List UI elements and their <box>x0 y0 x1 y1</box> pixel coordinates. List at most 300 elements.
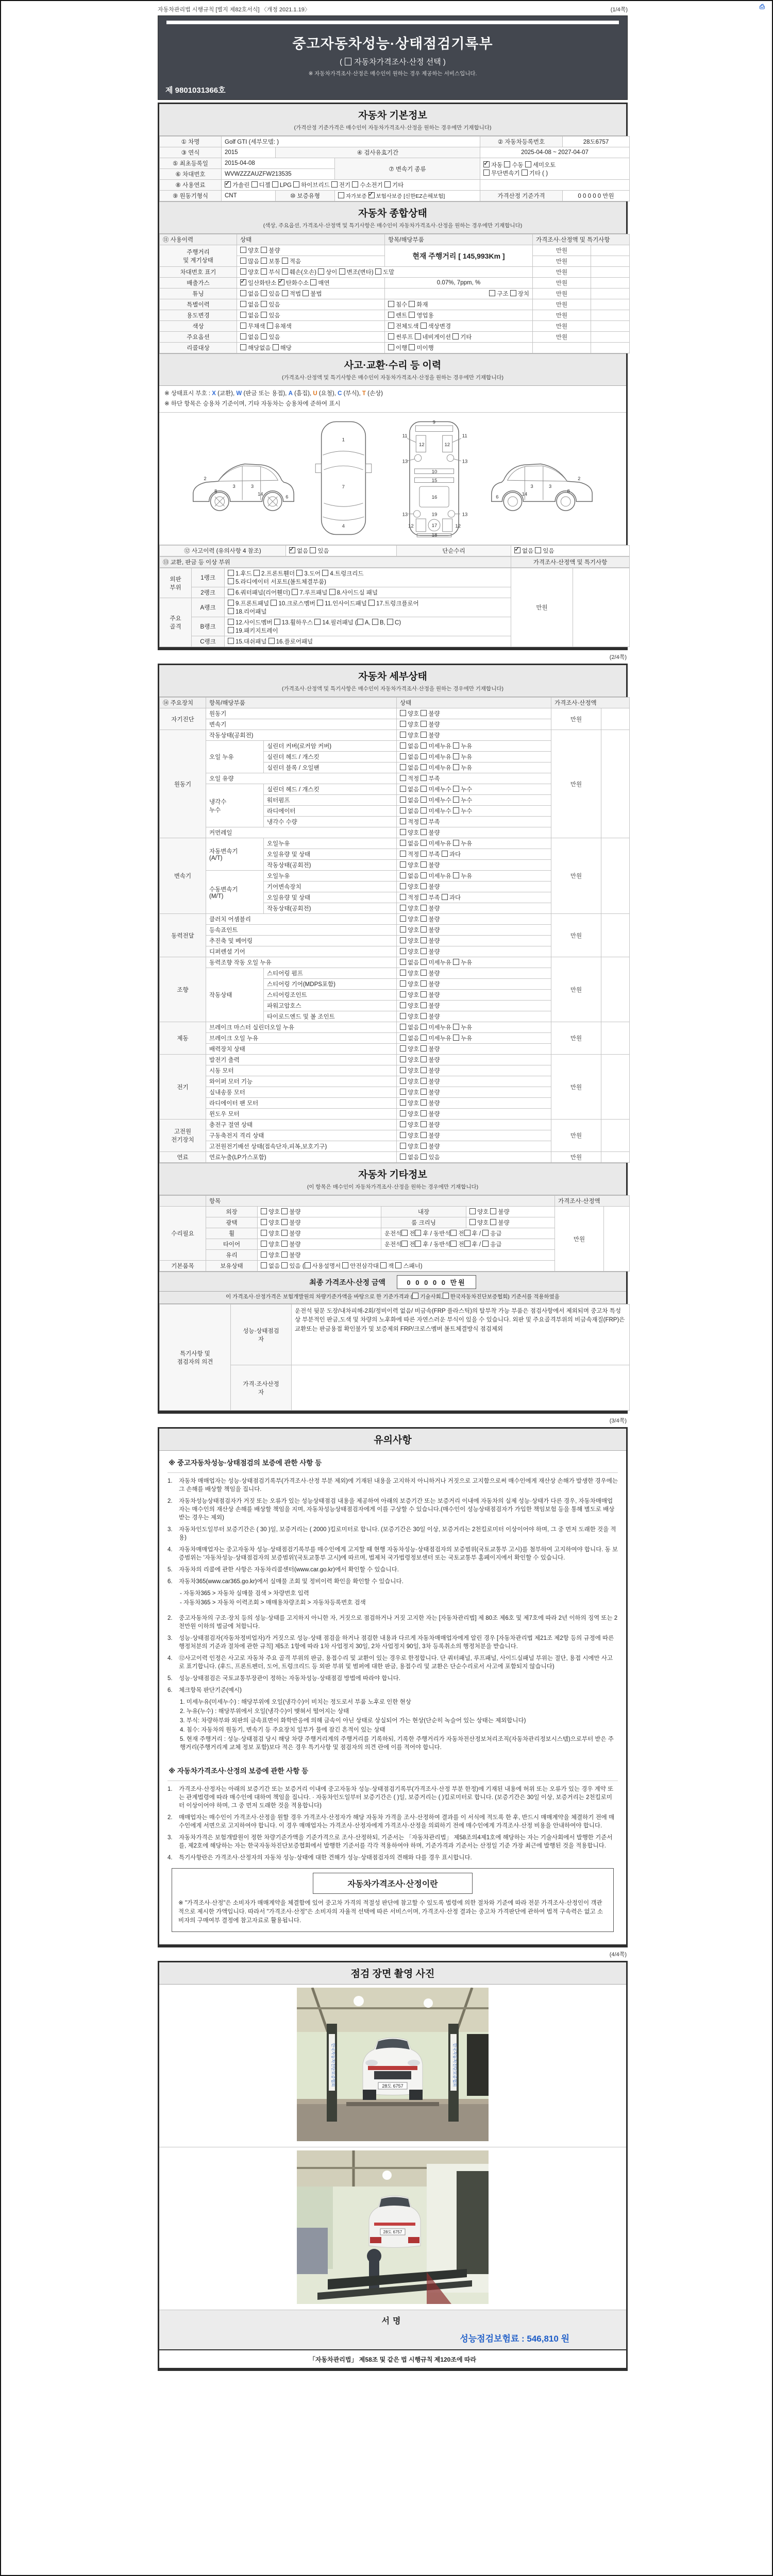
notice-subheader-2: ※ 자동차가격조사·산정의 보증에 관한 사항 등 <box>167 1760 618 1781</box>
checkbox-icon <box>421 1089 427 1095</box>
checkbox-icon <box>400 894 406 900</box>
block-page4 <box>158 1961 628 2371</box>
checkbox-icon <box>442 894 448 900</box>
table-cell: 양호 불량 <box>397 730 551 741</box>
checkbox-icon <box>421 1035 427 1041</box>
table-cell <box>601 1152 630 1163</box>
checkbox-icon <box>400 1143 406 1149</box>
checkbox-icon <box>464 1241 470 1247</box>
table-cell: 윈도우 모터 <box>206 1109 397 1120</box>
checkbox-icon <box>400 1067 406 1073</box>
table-row <box>160 730 630 741</box>
checkbox-icon <box>240 290 246 296</box>
checkbox-icon <box>421 1056 427 1062</box>
table-cell: 없음 미세누유 누유 <box>397 762 551 773</box>
notice-item-text: 매매업자는 매수인이 가격조사·산정을 원할 경우 가격조사·산정자가 해당 자동차 가격을 조사·산정하여 결과를 이 서식에 적도록 한 후, 반드시 매매계약을 체결하기 전에 매수인에게 서면으로 고지하여야 합니다. 이 경우 매매업자는 가격조사·산정자에게 가격조사·산정을 의뢰하기 전에 매수인에게 가격조사·산정 비용을 안내하여야 합니다. <box>179 1815 615 1829</box>
checkbox-icon <box>453 1035 459 1041</box>
table-cell: 실린더 블록 / 오일팬 <box>264 762 397 773</box>
checkbox-icon <box>535 547 541 553</box>
svg-text:한국자동차진단보증협회: 한국자동차진단보증협회 <box>452 2043 457 2087</box>
checkbox-icon <box>421 905 427 911</box>
checkbox-icon <box>400 721 406 727</box>
notice-item-number: 4. <box>167 1655 173 1662</box>
table-cell: 적정 부족 과다 <box>397 892 551 903</box>
checkbox-icon <box>310 279 316 285</box>
table-cell: 가격산정 기준가격 <box>480 191 563 201</box>
inspection-photo-front-cell <box>159 1985 626 2147</box>
legend-notes <box>159 386 626 413</box>
price-definition-text: ※ "가격조사·산정"은 소비자가 매매계약을 체결함에 있어 중고차 가격의 적절성 판단에 참고할 수 있도록 법령에 의한 절차와 기준에 따라 전문 가격조사·산정인이 객관적으로 제시한 가액입니다. 따라서 "가격조사·산정"은 소비자의 자율적 선택에 따른 서비스이며, 가격조사·산정 결과는 중고차 가격판단에 관하여 법적 구속력은 없고 소비자의 구매여부 결정에 참고자료로 활용됩니다. <box>178 1900 603 1924</box>
notice-item-number: 2. <box>167 1498 173 1505</box>
panel-number: 6 <box>496 494 499 500</box>
checkbox-icon <box>345 58 351 65</box>
checkbox-icon <box>421 818 427 824</box>
checkbox-icon <box>228 589 234 595</box>
checkbox-icon <box>400 807 406 814</box>
table-cell: 만원 <box>551 957 601 1022</box>
notice-item-number: 2. <box>167 1615 173 1622</box>
table-row <box>160 191 630 201</box>
table-cell: 오일누유 <box>264 838 397 849</box>
checkbox-icon <box>400 1013 406 1019</box>
table-cell: 양호 불량 <box>258 1228 381 1239</box>
checkbox-icon <box>228 627 234 633</box>
table-cell: 자동변속기 (A/T) <box>206 838 264 871</box>
table-cell: 작동상태(공회전) <box>206 730 397 741</box>
table-cell: 무채색 유채색 <box>237 321 385 332</box>
form-reference: 자동차관리법 시행규칙 [별지 제82호서식] 〈개정 2021.1.19〉 <box>158 7 310 13</box>
checkbox-icon <box>490 1208 496 1214</box>
table-cell: 차대번호 표기 <box>160 267 237 278</box>
table-cell: 침수 화재 <box>385 299 533 310</box>
state-symbol: A <box>288 391 293 397</box>
table-cell: 만원 <box>551 1152 601 1163</box>
notice-item-text: 성능·상태점검은 국토교통부장관이 정하는 자동차성능·상태점검 방법에 따라야 합니다. <box>179 1675 400 1682</box>
panel-number: 11 <box>402 433 408 439</box>
checkbox-icon <box>318 268 324 275</box>
checkbox-icon <box>504 161 510 167</box>
table-cell: 양호 불량 <box>397 719 551 730</box>
table-cell: 만원 <box>533 267 591 278</box>
table-cell: ⑨ 원동기형식 <box>160 191 222 201</box>
table-cell: 특별이력 <box>160 299 237 310</box>
panel-number: 12 <box>408 523 414 530</box>
table-cell: 실린더 커버(로커암 커버) <box>264 741 397 752</box>
state-symbol-desc: (흠집), <box>292 391 313 397</box>
table-cell: 시동 모터 <box>206 1065 397 1076</box>
notice-item <box>167 1526 618 1542</box>
checkbox-icon <box>450 1230 457 1236</box>
print-icon[interactable]: ⎙ <box>759 3 765 10</box>
checkbox-icon <box>251 181 258 188</box>
checkbox-icon <box>240 258 246 264</box>
section-etc-header <box>159 1163 626 1195</box>
table-cell: 오일누유 <box>264 871 397 882</box>
notice-subitem: 1. 미세누유(미세누수) : 해당부위에 오일(냉각수)이 비치는 정도로서 부품 노후로 인한 현상 <box>180 1699 411 1706</box>
table-cell: 만원 <box>551 730 601 838</box>
checkbox-icon <box>368 600 375 606</box>
table-cell: 없음 미세누유 누유 <box>397 838 551 849</box>
checkbox-icon <box>388 312 394 318</box>
checkbox-icon <box>469 1219 476 1225</box>
table-cell: 고전원전기배선 상태(접속단자,피복,보호기구) <box>206 1141 397 1152</box>
checkbox-icon <box>388 323 394 329</box>
table-cell: 항목 <box>206 1196 555 1207</box>
panel-number: 19 <box>431 512 438 518</box>
table-cell: 양호 불량 <box>397 903 551 914</box>
table-cell: 만원 <box>533 321 591 332</box>
checkbox-icon <box>421 829 427 835</box>
checkbox-icon <box>421 710 427 716</box>
table-cell: 만원 <box>533 332 591 343</box>
checkbox-icon <box>400 796 406 803</box>
checkbox-icon <box>421 721 427 727</box>
checkbox-icon <box>322 570 328 576</box>
checkbox-icon <box>482 1241 489 1247</box>
checkbox-icon <box>421 1121 427 1127</box>
table-cell: 만원 <box>551 838 601 914</box>
checkbox-icon <box>400 1121 406 1127</box>
table-cell: ⑦ 변속기 종류 <box>335 158 480 180</box>
section-detail-header <box>159 665 626 697</box>
table-cell: 만원 <box>533 289 591 299</box>
table-cell: 양호 불량 <box>397 1076 551 1087</box>
notice-body <box>159 1451 626 1944</box>
table-cell: 양호 부식 훼손(오손) 상이 변조(변타) 도말 <box>237 267 533 278</box>
table-cell: 없음 있음 <box>237 332 385 343</box>
table-cell <box>591 321 630 332</box>
table-cell: 양호 불량 <box>397 827 551 838</box>
table-cell: 냉각수 누수 <box>206 784 264 827</box>
car-side-left-diagram <box>184 420 295 536</box>
checkbox-icon <box>421 872 427 878</box>
table-cell: 만원 <box>533 299 591 310</box>
notice-item <box>167 1654 618 1671</box>
checkbox-icon <box>412 1293 418 1299</box>
checkbox-icon <box>421 1002 427 1008</box>
checkbox-icon <box>421 1143 427 1149</box>
panel-number: 7 <box>342 484 345 490</box>
table-cell: 오일 누유 <box>206 741 264 773</box>
table-cell: 양호 불량 <box>397 1098 551 1109</box>
checkbox-checked-icon <box>368 192 375 198</box>
table-row <box>160 1055 630 1065</box>
table-cell: 브레이크 마스터 실린더오일 누유 <box>206 1022 397 1033</box>
state-symbol-desc: (판금 또는 용접), <box>242 391 289 397</box>
section-title: 자동차 종합상태 <box>358 208 427 219</box>
checkbox-icon <box>421 742 427 749</box>
table-cell <box>604 1207 630 1272</box>
checkbox-icon <box>421 861 427 868</box>
legal-footnote: 「자동차관리법」 제58조 및 같은 법 시행규칙 제120조에 따라 <box>159 2349 626 2368</box>
table-cell: 현재 주행거리 [ 145,993Km ] <box>385 245 533 267</box>
checkbox-icon <box>421 840 427 846</box>
checkbox-icon <box>400 1154 406 1160</box>
table-row <box>160 180 630 191</box>
panel-number: 14 <box>258 491 263 497</box>
checkbox-icon <box>240 268 246 275</box>
notice-subitem: - 자동차365 > 자동차 이력조회 > 매매용차량조회 > 자동차등록번호 검색 <box>180 1600 366 1606</box>
license-plate: 28도 6757 <box>382 2083 404 2089</box>
notice-list-2 <box>167 1614 618 1752</box>
section-subtitle: (가격산정 기준가격은 매수인이 자동차가격조사·산정을 원하는 경우에만 기재합니다) <box>294 125 492 131</box>
table-cell: 기어변속장치 <box>264 882 397 892</box>
table-cell: 유리 <box>206 1250 258 1261</box>
checkbox-icon <box>261 268 267 275</box>
checkbox-icon <box>400 732 406 738</box>
checkbox-icon <box>400 861 406 868</box>
table-cell: ✓ 일산화탄소 ✓탄화수소 매연 <box>237 278 385 289</box>
checkbox-checked-icon <box>483 161 490 167</box>
table-cell: 만원 <box>533 278 591 289</box>
checkbox-checked-icon <box>240 279 246 285</box>
panel-number: 13 <box>402 459 408 465</box>
checkbox-icon <box>339 268 345 275</box>
table-cell: 양호 불량 <box>258 1207 381 1217</box>
table-cell: 9.프론트패널 10.크로스멤버 11.인사이드패널 17.트렁크플로어 18.리어패널 <box>225 598 511 617</box>
table-cell: 자기진단 <box>160 708 206 730</box>
checkbox-icon <box>421 894 427 900</box>
notice-item <box>167 1814 618 1830</box>
table-cell: 없음 미세누유 누유 <box>397 957 551 968</box>
state-symbol-desc: (교환), <box>215 391 237 397</box>
table-cell: ⑪ 사용이력 <box>160 234 237 245</box>
state-symbol-desc: (요철), <box>317 391 338 397</box>
checkbox-icon <box>464 1230 470 1236</box>
table-row <box>160 267 630 278</box>
checkbox-icon <box>282 290 288 296</box>
notice-item <box>167 1674 618 1683</box>
table-row <box>160 546 630 556</box>
checkbox-icon <box>421 948 427 954</box>
notice-subitem: 4. 침수: 자동차의 원동기, 변속기 등 주요장치 일부가 물에 잠긴 흔적이 있는 상태 <box>180 1727 385 1734</box>
checkbox-icon <box>261 1230 267 1236</box>
table-cell: 브레이크 오일 누유 <box>206 1033 397 1044</box>
checkbox-icon <box>421 323 427 329</box>
checkbox-icon <box>314 619 321 625</box>
accident-history-table <box>159 545 630 556</box>
checkbox-icon <box>409 301 415 307</box>
checkbox-icon <box>400 840 406 846</box>
checkbox-icon <box>400 775 406 781</box>
checkbox-icon <box>281 1262 288 1268</box>
table-cell: 양호 불량 <box>397 1130 551 1141</box>
checkbox-icon <box>352 181 358 188</box>
table-cell: 만원 <box>551 914 601 957</box>
table-cell <box>601 1055 630 1120</box>
legend-note2: ※ 하단 항목은 승용차 기준이며, 기타 자동차는 승용차에 준하여 표시 <box>164 400 341 407</box>
table-cell: 동력전달 <box>160 914 206 957</box>
table-row <box>160 1196 630 1207</box>
checkbox-icon <box>400 1035 406 1041</box>
section-subtitle: (이 항목은 매수인이 자동차가격조사·산정을 원하는 경우에만 기재합니다) <box>307 1184 479 1191</box>
checkbox-icon <box>401 1241 408 1247</box>
panel-number: 16 <box>431 495 438 501</box>
notice-item <box>167 1634 618 1651</box>
checkbox-icon <box>450 1241 457 1247</box>
checkbox-icon <box>510 290 516 296</box>
table-cell: 연료 <box>160 1152 206 1163</box>
checkbox-icon <box>274 619 280 625</box>
checkbox-icon <box>282 258 288 264</box>
table-cell: 파워고압호스 <box>264 1001 397 1011</box>
checkbox-icon <box>421 807 427 814</box>
section-title: 자동차 세부상태 <box>358 671 427 683</box>
checkbox-icon <box>395 1262 401 1268</box>
checkbox-icon <box>453 742 459 749</box>
checkbox-icon <box>261 301 267 307</box>
checkbox-icon <box>421 937 427 943</box>
table-cell: 동력조향 작동 오일 누유 <box>206 957 397 968</box>
panel-number: 13 <box>402 512 408 518</box>
checkbox-icon <box>261 1208 267 1214</box>
table-cell: ① 차명 <box>160 137 222 147</box>
table-cell: 양호 불량 <box>397 979 551 990</box>
table-cell: 적정 부족 <box>397 773 551 784</box>
state-symbol: C <box>338 391 342 397</box>
table-cell: 구조 장치 <box>385 289 533 299</box>
table-row <box>160 698 630 708</box>
checkbox-icon <box>421 796 427 803</box>
table-cell: 전기 <box>160 1055 206 1120</box>
table-cell: 항목/해당부품 <box>206 698 397 708</box>
table-cell: 실내송풍 모터 <box>206 1087 397 1098</box>
table-cell <box>591 343 630 353</box>
table-cell: 외장 <box>206 1207 258 1217</box>
panel-number: 14 <box>522 491 528 497</box>
checkbox-icon <box>296 570 303 576</box>
checkbox-icon <box>254 570 260 576</box>
checkbox-icon <box>400 959 406 965</box>
document-meta <box>158 1 628 15</box>
table-row <box>160 299 630 310</box>
table-cell: 오일유량 및 상태 <box>264 849 397 860</box>
table-cell: 고전원 전기장치 <box>160 1120 206 1152</box>
block-page3 <box>158 1427 628 1947</box>
table-cell: 만원 <box>511 568 573 647</box>
table-cell: 6.쿼터패널(리어휀더) 7.루프패널 8.사이드실 패널 <box>225 587 511 598</box>
checkbox-checked-icon <box>225 181 231 188</box>
notice-item <box>167 1614 618 1631</box>
checkbox-icon <box>400 710 406 716</box>
checkbox-icon <box>357 619 363 625</box>
checkbox-icon <box>271 600 277 606</box>
table-cell: 만원 <box>551 1120 601 1152</box>
checkbox-icon <box>317 600 323 606</box>
table-cell: 성능·상태점검 자 <box>231 1304 292 1365</box>
table-cell: 리콜대상 <box>160 343 237 353</box>
checkbox-icon <box>310 547 316 553</box>
checkbox-icon <box>261 1251 267 1258</box>
final-price-label: 최종 가격조사·산정 금액 <box>309 1278 385 1287</box>
subtitle-text: 자동차가격조사·산정 선택 ) <box>354 58 446 66</box>
section-title: 자동차 기타정보 <box>358 1170 427 1181</box>
table-cell: ④ 검사유효기간 <box>276 147 480 158</box>
checkbox-icon <box>240 247 246 253</box>
table-cell: 없음 미세누유 누유 <box>397 741 551 752</box>
checkbox-icon <box>421 764 427 770</box>
checkbox-icon <box>292 589 298 595</box>
section-accident-header <box>159 353 626 386</box>
table-cell <box>591 310 630 321</box>
checkbox-icon <box>421 753 427 759</box>
section-subtitle: (가격조사·산정액 및 특기사항은 매수인이 자동차가격조사·산정을 원하는 경우에만 기재합니다) <box>282 686 503 692</box>
table-cell: 1.후드 2.프론트휀더 3.도어 4.트렁크리드 5.라디에이터 서포트(볼트체결부품) <box>225 568 511 587</box>
notice-item-text: 자동차의 리콜에 관한 사항은 자동차리콜센터(www.car.go.kr)에서 확인할 수 있습니다. <box>179 1567 399 1573</box>
inspection-photo-front <box>297 1988 489 2141</box>
table-cell: ⑭ 주요장치 <box>160 698 206 708</box>
table-cell: 발전기 출력 <box>206 1055 397 1065</box>
checkbox-icon <box>443 1293 449 1299</box>
section-subtitle: (가격조사·산정액 및 특기사항은 매수인이 자동차가격조사·산정을 원하는 경우에만 기재합니다) <box>282 375 503 381</box>
table-cell: 양호 불량 <box>397 968 551 979</box>
table-cell: ③ 연식 <box>160 147 222 158</box>
table-cell: 배출가스 <box>160 278 237 289</box>
table-cell <box>601 1022 630 1055</box>
checkbox-icon <box>400 742 406 749</box>
page-number-4: (4/4쪽) <box>609 1952 627 1958</box>
table-cell: 단순수리 <box>397 546 511 556</box>
checkbox-icon <box>261 312 267 318</box>
table-cell: 적정 부족 과다 <box>397 849 551 860</box>
table-cell: 해당없음 해당 <box>237 343 385 353</box>
table-cell: 양호 불량 <box>397 708 551 719</box>
table-cell: 제동 <box>160 1022 206 1055</box>
notice-item-text: 자동차인도일부터 보증기간은 ( 30 )일, 보증거리는 ( 2000 )킬로미터로 합니다. (보증기간은 30일 이상, 보증거리는 2천킬로미터 이상이어야 하며, 그 중 먼저 도래한 것을 적용) <box>179 1527 616 1541</box>
table-cell: 0.07%, 7ppm, % <box>385 278 533 289</box>
table-cell: 워터펌프 <box>264 795 397 806</box>
notice-item <box>167 1785 618 1810</box>
checkbox-icon <box>342 1262 348 1268</box>
table-cell: 룸 크리닝 <box>381 1217 466 1228</box>
page-number-3: (3/4쪽) <box>609 1418 627 1425</box>
state-symbol: X <box>212 391 216 397</box>
table-row <box>160 1152 630 1163</box>
panel-number: 1 <box>342 437 345 443</box>
document-wrap <box>158 1 628 2371</box>
subtitle-open: ( <box>340 58 343 66</box>
table-cell: Golf GTI (세부모델: ) <box>222 137 480 147</box>
section-title: 자동차 기본정보 <box>358 110 427 121</box>
document-note: ※ 자동차가격조사·산정은 매수인이 원하는 경우 제공하는 서비스입니다. <box>308 71 477 77</box>
table-cell: 전체도색 색상변경 <box>385 321 533 332</box>
checkbox-icon <box>400 872 406 878</box>
panel-number: 8 <box>214 488 217 494</box>
table-row <box>160 914 630 925</box>
table-cell: 클러치 어셈블리 <box>206 914 397 925</box>
checkbox-icon <box>267 323 273 329</box>
table-cell: 등속죠인트 <box>206 925 397 936</box>
table-cell: 1랭크 <box>192 568 225 587</box>
price-definition-box <box>172 1868 614 1932</box>
table-cell: 양호 불량 <box>397 1087 551 1098</box>
table-cell: 양호 불량 <box>397 1001 551 1011</box>
table-cell <box>601 1120 630 1152</box>
table-cell: 커먼레일 <box>206 827 397 838</box>
checkbox-icon <box>240 323 246 329</box>
checkbox-icon <box>240 312 246 318</box>
table-cell: 적정 부족 <box>397 817 551 827</box>
checkbox-icon <box>281 1241 288 1247</box>
notice-item-number: 6. <box>167 1579 173 1585</box>
legend-prefix: ※ 상태표시 부호 : <box>164 391 212 397</box>
notice-list-3 <box>167 1785 618 1862</box>
checkbox-icon <box>453 796 459 803</box>
table-cell: 변속기 <box>206 719 397 730</box>
checkbox-icon <box>372 619 378 625</box>
table-cell <box>480 180 630 191</box>
table-cell: 만원 <box>551 708 601 730</box>
